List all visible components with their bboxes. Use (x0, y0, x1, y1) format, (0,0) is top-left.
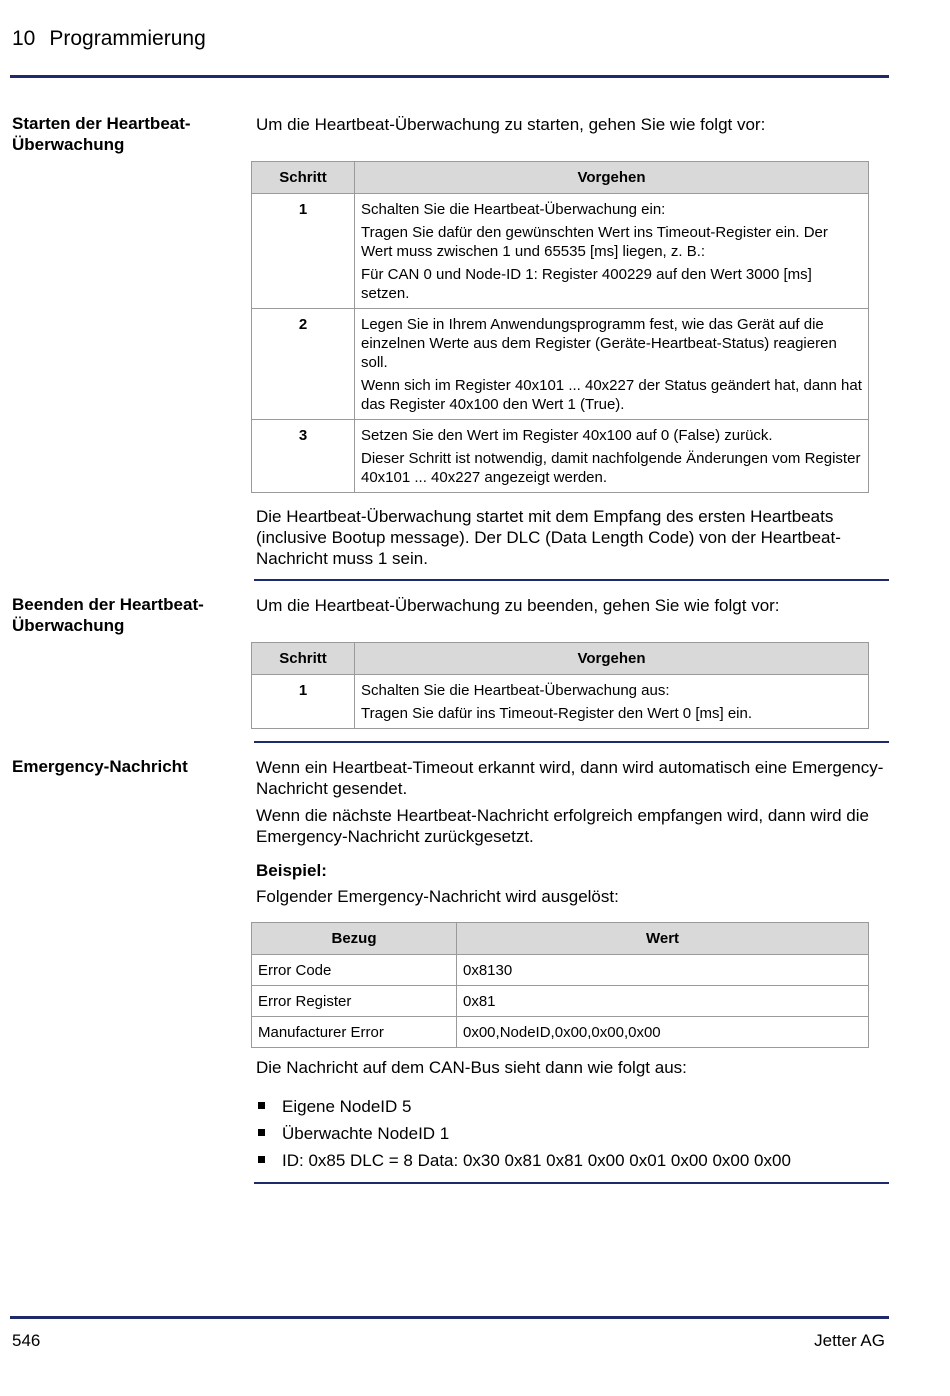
table-row (252, 420, 869, 493)
step-number: 1 (252, 675, 355, 729)
value-cell: 0x81 (457, 986, 869, 1017)
step-line: Wenn sich im Register 40x101 ... 40x227 der Status geändert hat, dann hat das Register 40x100 den Wert 1 (True). (361, 377, 862, 413)
list-item: ID: 0x85 DLC = 8 Data: 0x30 0x81 0x81 0x00 0x01 0x00 0x00 0x00 (256, 1150, 886, 1171)
step-number: 1 (252, 194, 355, 309)
bullet-square-icon (258, 1102, 265, 1109)
value-cell: 0x00,NodeID,0x00,0x00,0x00 (457, 1017, 869, 1048)
bus-intro: Die Nachricht auf dem CAN-Bus sieht dann wie folgt aus: (256, 1058, 687, 1077)
table-row (252, 194, 869, 309)
chapter-header (12, 27, 206, 51)
step-action (355, 194, 869, 309)
col-step-header: Schritt (252, 162, 355, 194)
step-line: Tragen Sie dafür den gewünschten Wert ins Timeout-Register ein. Der Wert muss zwischen 1 und 65535 [ms] liegen, z. B.: (361, 224, 828, 260)
ref-cell: Manufacturer Error (252, 1017, 457, 1048)
section-start-heading: Starten der Heartbeat-Überwachung (12, 114, 191, 154)
section-divider (254, 741, 889, 743)
value-cell: 0x8130 (457, 955, 869, 986)
example-label: Beispiel: (256, 861, 327, 880)
table-row (252, 675, 869, 729)
col-action-header: Vorgehen (355, 162, 869, 194)
step-line: Dieser Schritt ist notwendig, damit nachfolgende Änderungen vom Register 40x101 ... 40x227 angezeigt werden. (361, 450, 861, 486)
col-action-header: Vorgehen (355, 643, 869, 675)
section-stop-intro: Um die Heartbeat-Überwachung zu beenden, gehen Sie wie folgt vor: (256, 596, 780, 615)
step-line: Für CAN 0 und Node-ID 1: Register 400229 auf den Wert 3000 [ms] setzen. (361, 266, 812, 302)
step-line: Tragen Sie dafür ins Timeout-Register den Wert 0 [ms] ein. (361, 705, 753, 722)
step-line: Legen Sie in Ihrem Anwendungsprogramm fest, wie das Gerät auf die einzelnen Werte aus dem Register (Geräte-Heartbeat-Status) reagieren soll. (361, 316, 837, 371)
chapter-title: Programmierung (49, 27, 206, 50)
step-line: Setzen Sie den Wert im Register 40x100 auf 0 (False) zurück. (361, 427, 773, 444)
section-stop-heading: Beenden der Heartbeat-Überwachung (12, 595, 204, 635)
emergency-paragraph-1: Wenn ein Heartbeat-Timeout erkannt wird, dann wird automatisch eine Emergency-Nachricht gesendet. (256, 758, 884, 798)
section-start-intro: Um die Heartbeat-Überwachung zu starten, gehen Sie wie folgt vor: (256, 115, 766, 134)
col-step-header: Schritt (252, 643, 355, 675)
header-rule (10, 75, 889, 78)
table-row (252, 1017, 869, 1048)
bullet-square-icon (258, 1129, 265, 1136)
start-steps-table (251, 161, 869, 493)
section-emergency-heading: Emergency-Nachricht (12, 757, 188, 776)
list-item: Eigene NodeID 5 (256, 1096, 886, 1117)
list-item: Überwachte NodeID 1 (256, 1123, 886, 1144)
step-action (355, 675, 869, 729)
footer-rule (10, 1316, 889, 1319)
col-value-header: Wert (457, 923, 869, 955)
chapter-number: 10 (12, 27, 36, 50)
ref-cell: Error Code (252, 955, 457, 986)
section-emergency-body (256, 757, 886, 853)
step-line: Schalten Sie die Heartbeat-Überwachung aus: (361, 682, 670, 699)
ref-cell: Error Register (252, 986, 457, 1017)
emergency-paragraph-2: Wenn die nächste Heartbeat-Nachricht erfolgreich empfangen wird, dann wird die Emergency-Nachricht zurückgesetzt. (256, 806, 869, 846)
page-number: 546 (12, 1331, 41, 1350)
example-intro: Folgender Emergency-Nachricht wird ausgelöst: (256, 887, 619, 906)
emergency-table (251, 922, 869, 1048)
table-row (252, 986, 869, 1017)
bullet-square-icon (258, 1156, 265, 1163)
table-row (252, 309, 869, 420)
section-divider (254, 579, 889, 581)
bus-bullet-list (256, 1096, 886, 1177)
stop-steps-table (251, 642, 869, 729)
step-action (355, 309, 869, 420)
step-action (355, 420, 869, 493)
section-start-note: Die Heartbeat-Überwachung startet mit dem Empfang des ersten Heartbeats (inclusive Bootup message). Der DLC (Data Length Code) von der Heartbeat-Nachricht muss 1 sein. (256, 507, 841, 568)
col-ref-header: Bezug (252, 923, 457, 955)
table-row (252, 955, 869, 986)
step-line: Schalten Sie die Heartbeat-Überwachung ein: (361, 201, 666, 218)
company-name: Jetter AG (814, 1331, 885, 1350)
step-number: 3 (252, 420, 355, 493)
section-divider (254, 1182, 889, 1184)
step-number: 2 (252, 309, 355, 420)
